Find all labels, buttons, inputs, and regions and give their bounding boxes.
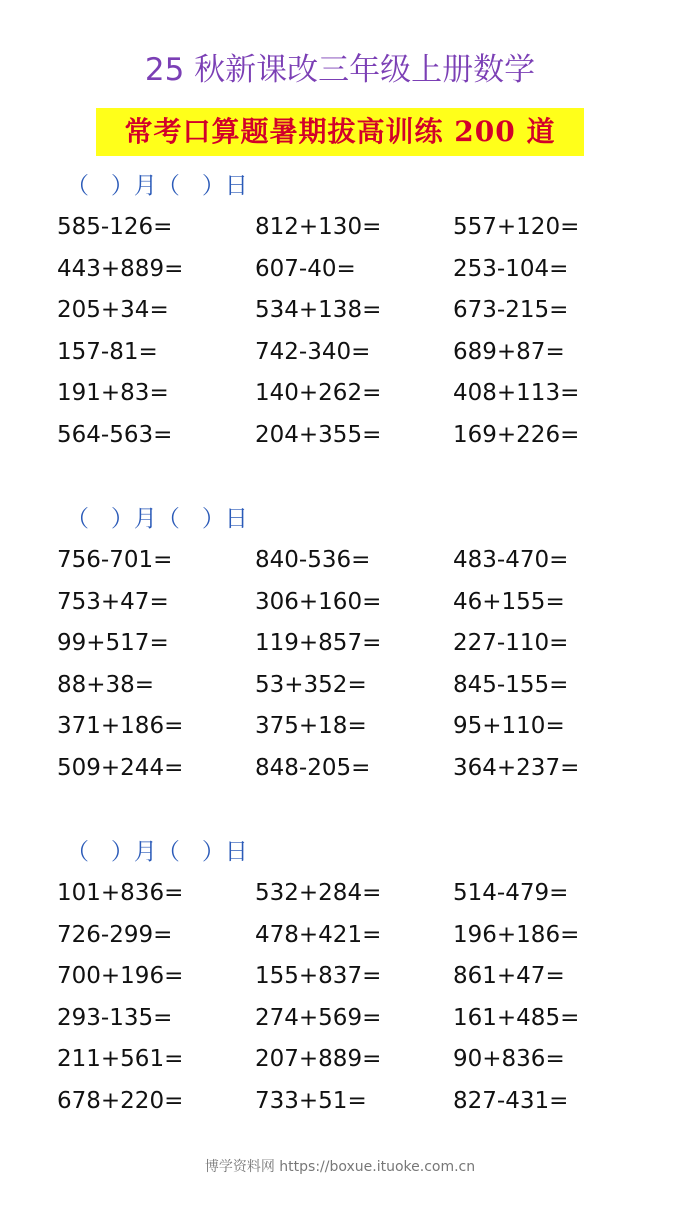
- footer-watermark: 博学资料网 https://boxue.ituoke.com.cn: [204, 1159, 476, 1175]
- problem: 253-104=: [453, 255, 569, 282]
- problem: 119+857=: [255, 630, 382, 657]
- problem-row: [0, 335, 680, 369]
- problem: 155+837=: [255, 963, 382, 990]
- problem: 274+569=: [255, 1004, 382, 1031]
- problem: 756-701=: [57, 547, 173, 573]
- problem: 678+220=: [57, 1088, 184, 1114]
- problem: 95+110=: [453, 713, 565, 740]
- problem: 845-155=: [453, 671, 569, 698]
- problem: 90+836=: [453, 1046, 565, 1073]
- problem: 478+421=: [255, 921, 382, 948]
- problem: 53+352=: [255, 671, 367, 698]
- problem: 733+51=: [255, 1088, 367, 1114]
- problem: 607-40=: [255, 255, 356, 282]
- problem-row: [0, 1084, 680, 1118]
- problem: 509+244=: [57, 755, 184, 781]
- problem: 564-563=: [57, 422, 173, 448]
- problem-row: [0, 252, 680, 286]
- problem: 140+262=: [255, 380, 382, 407]
- problem: 169+226=: [453, 422, 580, 448]
- problem-row: [0, 751, 680, 785]
- problem-row: [0, 959, 680, 993]
- problem: 585-126=: [57, 214, 173, 240]
- problem-row: [0, 1042, 680, 1076]
- problem: 293-135=: [57, 1004, 173, 1031]
- problem-row: [0, 668, 680, 702]
- problem: 204+355=: [255, 422, 382, 448]
- problem: 483-470=: [453, 547, 569, 573]
- problem: 375+18=: [255, 713, 367, 740]
- problem-row: [0, 418, 680, 452]
- problem: 46+155=: [453, 588, 565, 615]
- problem-row: [0, 376, 680, 410]
- problem-row: [0, 876, 680, 910]
- problem: 532+284=: [255, 880, 382, 906]
- problem: 673-215=: [453, 297, 569, 324]
- problem-row: [0, 585, 680, 619]
- problem: 306+160=: [255, 588, 382, 615]
- problem: 371+186=: [57, 713, 184, 740]
- problem: 211+561=: [57, 1046, 184, 1073]
- problem-row: [0, 918, 680, 952]
- problem: 157-81=: [57, 338, 158, 365]
- problem: 443+889=: [57, 255, 184, 282]
- problem: 514-479=: [453, 880, 569, 906]
- problem: 207+889=: [255, 1046, 382, 1073]
- problem-row: [0, 543, 680, 577]
- problem: 101+836=: [57, 880, 184, 906]
- problem: 861+47=: [453, 963, 565, 990]
- problem-row: [0, 293, 680, 327]
- date-line: （ ）月（ ）日: [66, 173, 248, 199]
- problem: 742-340=: [255, 338, 371, 365]
- date-line: （ ）月（ ）日: [66, 839, 248, 865]
- subtitle-highlight: [96, 108, 584, 156]
- problem-row: [0, 709, 680, 743]
- page-title: 25 秋新课改三年级上册数学: [144, 52, 536, 88]
- problem: 700+196=: [57, 963, 184, 990]
- problem: 753+47=: [57, 588, 169, 615]
- problem: 227-110=: [453, 630, 569, 657]
- problem: 557+120=: [453, 214, 580, 240]
- problem-row: [0, 1001, 680, 1035]
- problem-row: [0, 210, 680, 244]
- problem: 689+87=: [453, 338, 565, 365]
- problem: 812+130=: [255, 214, 382, 240]
- problem: 99+517=: [57, 630, 169, 657]
- page-subtitle: 常考口算题暑期拔高训练 200 道: [124, 115, 556, 148]
- problem-row: [0, 626, 680, 660]
- problem: 205+34=: [57, 297, 169, 324]
- problem: 191+83=: [57, 380, 169, 407]
- problem: 364+237=: [453, 755, 580, 781]
- problem: 840-536=: [255, 547, 371, 573]
- problem: 827-431=: [453, 1088, 569, 1114]
- date-line: （ ）月（ ）日: [66, 506, 248, 532]
- problem: 534+138=: [255, 297, 382, 324]
- problem: 726-299=: [57, 921, 173, 948]
- problem: 408+113=: [453, 380, 580, 407]
- problem: 161+485=: [453, 1004, 580, 1031]
- problem: 196+186=: [453, 921, 580, 948]
- problem: 848-205=: [255, 755, 371, 781]
- problem: 88+38=: [57, 671, 155, 698]
